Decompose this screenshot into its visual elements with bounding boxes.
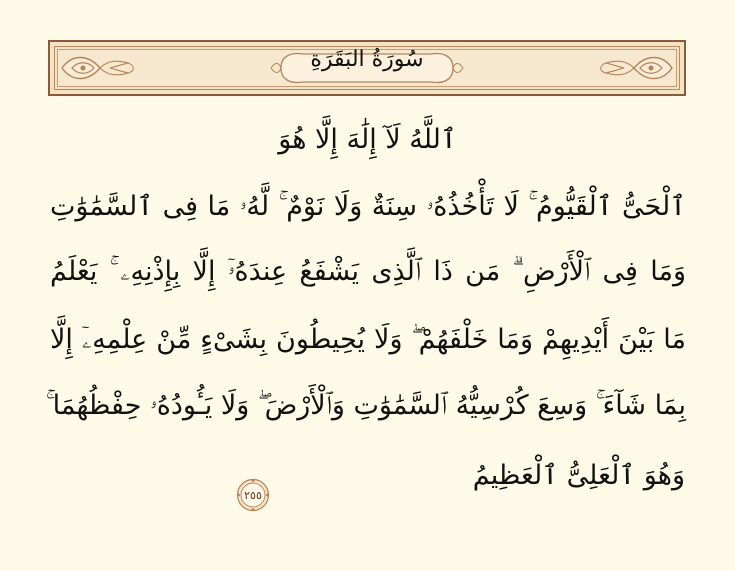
verse-line: بِمَا شَآءَ ۚ وَسِعَ كُرْسِيُّهُ ٱلسَّمَٰوَٰتِ وَٱلْأَرْضَ ۖ وَلَا يَـُٔودُهُۥ حِفْظُهُمَا ۚ <box>45 390 686 421</box>
surah-title: سُورَةُ البَقَرَةِ <box>310 47 424 72</box>
verse-line: ٱلْحَىُّ ٱلْقَيُّومُ ۚ لَا تَأْخُذُهُۥ سِنَةٌ وَلَا نَوْمٌ ۚ لَّهُۥ مَا فِى ٱلسَّمَٰوَٰتِ <box>50 191 686 222</box>
ayah-end-marker <box>236 478 270 512</box>
verse-line: مَا بَيْنَ أَيْدِيهِمْ وَمَا خَلْفَهُمْ ۖ وَلَا يُحِيطُونَ بِشَىْءٍ مِّنْ عِلْمِهِۦٓ إِلَّا <box>50 324 686 355</box>
verse-line: وَمَا فِى ٱلْأَرْضِ ۗ مَن ذَا ٱلَّذِى يَشْفَعُ عِندَهُۥٓ إِلَّا بِإِذْنِهِۦ ۚ يَعْلَمُ <box>50 256 686 287</box>
verse-line: وَهُوَ ٱلْعَلِىُّ ٱلْعَظِيمُ <box>472 460 685 491</box>
ayah-number: ٢٥٥ <box>244 488 262 502</box>
verse-line: ٱللَّهُ لَآ إِلَٰهَ إِلَّا هُوَ <box>278 124 457 155</box>
